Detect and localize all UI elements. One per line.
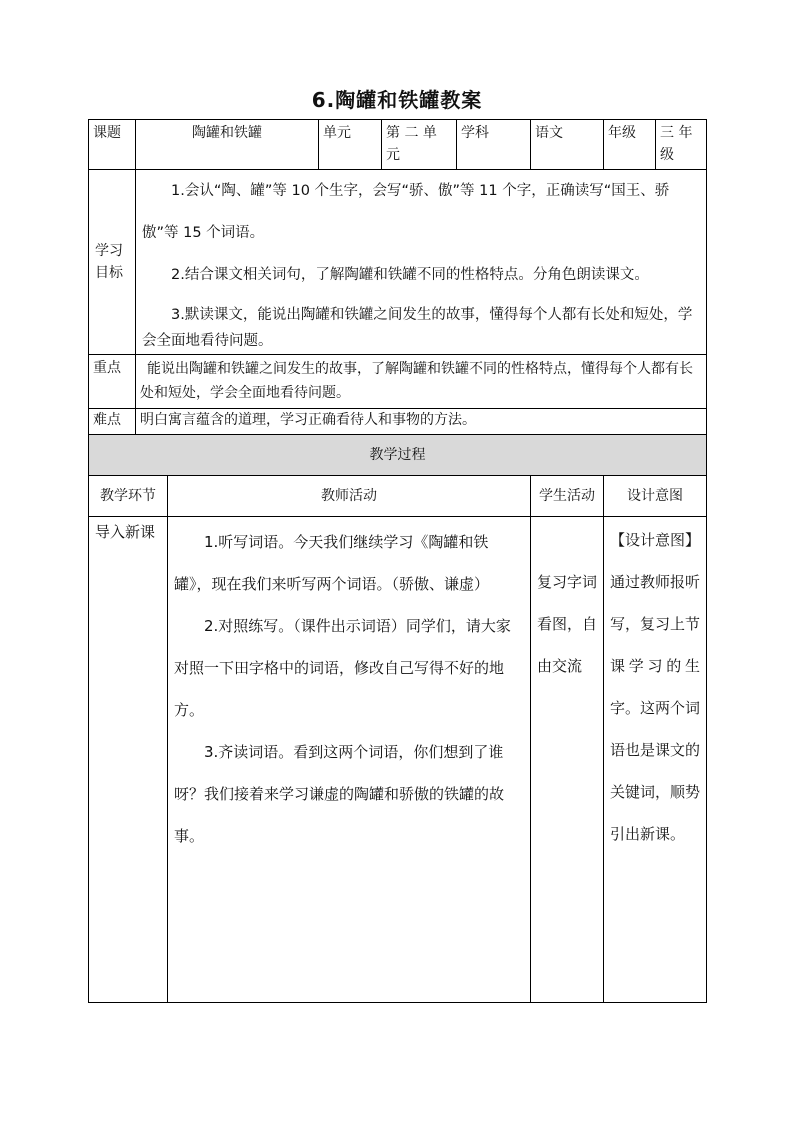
process-heading: 教学过程 [89, 435, 707, 476]
grade-value: 三 年 级 [656, 120, 707, 170]
key-points-text: 能说出陶罐和铁罐之间发生的故事，了解陶罐和铁罐不同的性格特点，懂得每个人都有长处和短处，学会全面地看待问题。 [136, 355, 707, 409]
difficulties-row [89, 409, 707, 435]
key-points-row [89, 355, 707, 409]
subject-value: 语文 [531, 120, 604, 170]
process-heading-row [89, 435, 707, 476]
unit-label: 单元 [319, 120, 382, 170]
column-header-student: 学生活动 [531, 476, 604, 517]
teacher-activity [168, 517, 531, 1003]
teacher-step-3: 3.齐读词语。看到这两个词语，你们想到了谁呀？我们接着来学习谦虚的陶罐和骄傲的铁罐的故事。 [174, 743, 505, 845]
teacher-step-1: 1.听写词语。今天我们继续学习《陶罐和铁罐》，现在我们来听写两个词语。（骄傲、谦虚） [174, 533, 490, 593]
subject-label: 学科 [457, 120, 531, 170]
topic-label: 课题 [89, 120, 136, 170]
process-row [89, 517, 707, 1003]
student-activity-2: 看图，自由交流 [537, 615, 598, 675]
lesson-plan-table [88, 119, 707, 1003]
student-spacer [537, 521, 597, 561]
column-header-stage: 教学环节 [89, 476, 168, 517]
process-columns-row [89, 476, 707, 517]
difficulties-label: 难点 [89, 409, 136, 435]
goal-item-2: 2.结合课文相关词句，了解陶罐和铁罐不同的性格特点。分角色朗读课文。 [171, 267, 649, 283]
header-row [89, 120, 707, 170]
unit-value: 第 二 单 元 [382, 120, 457, 170]
goal-item-3: 3.默读课文，能说出陶罐和铁罐之间发生的故事，懂得每个人都有长处和短处，学会全面地看待问题。 [142, 307, 693, 349]
column-header-design: 设计意图 [604, 476, 707, 517]
stage-cell: 导入新课 [89, 517, 168, 1003]
student-activity-1: 复习字词 [537, 573, 598, 591]
topic-value: 陶罐和铁罐 [136, 120, 319, 170]
design-intent: 【设计意图】通过教师报听写，复习上节课学习的生字。这两个词语也是课文的关键词，顺势引出新课。 [604, 517, 707, 1003]
difficulties-text: 明白寓言蕴含的道理，学习正确看待人和事物的方法。 [136, 409, 707, 435]
goals-row [89, 170, 707, 355]
student-activity [531, 517, 604, 1003]
goal-item-1: 1.会认“陶、罐”等 10 个生字，会写“骄、傲”等 11 个字，正确读写“国王、骄傲”等 15 个词语。 [142, 183, 670, 241]
goals-label: 学习目标 [89, 170, 136, 355]
teacher-step-2: 2.对照练写。（课件出示词语）同学们，请大家对照一下田字格中的词语，修改自己写得不好的地方。 [174, 617, 511, 719]
key-points-label: 重点 [89, 355, 136, 409]
grade-label: 年级 [604, 120, 656, 170]
goals-content [136, 170, 707, 355]
page-title: 6.陶罐和铁罐教案 [311, 88, 483, 112]
column-header-teacher: 教师活动 [168, 476, 531, 517]
